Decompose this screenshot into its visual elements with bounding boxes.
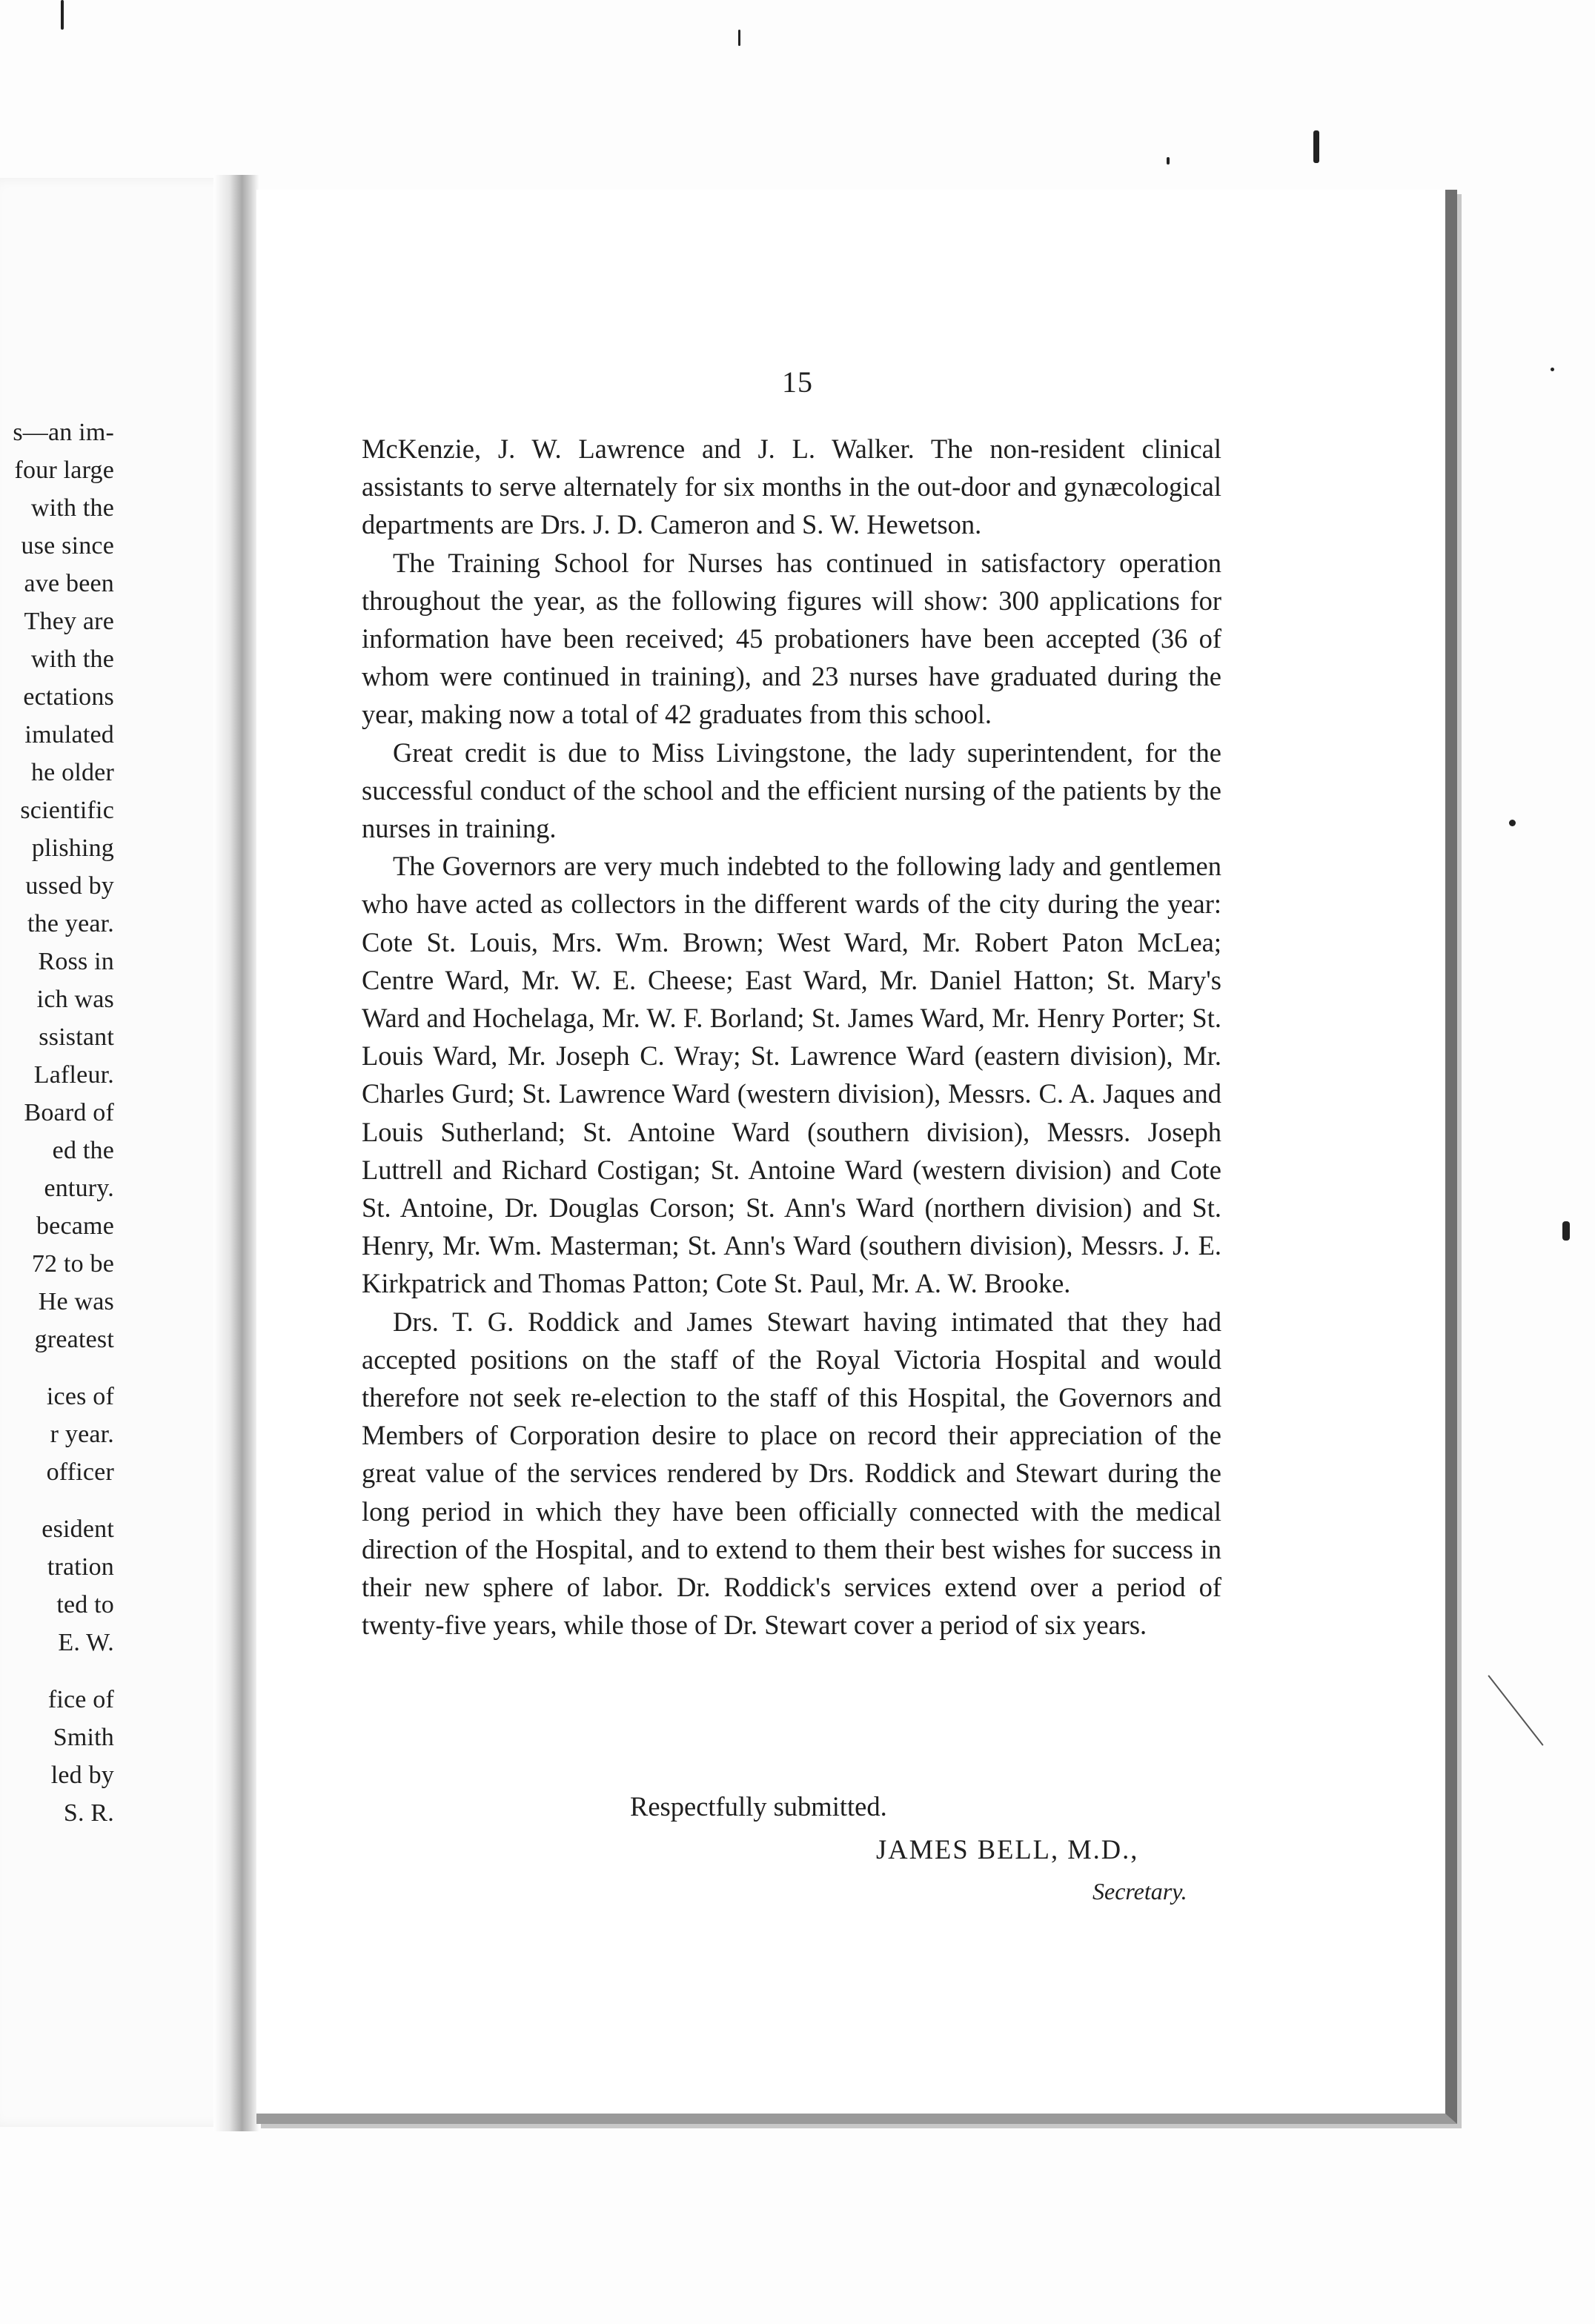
report-body [362, 430, 1221, 1644]
previous-page-line: plishing [31, 834, 114, 862]
previous-page-line: ices of [46, 1383, 114, 1410]
scan-hair [1488, 1675, 1543, 1746]
scan-speck [1167, 157, 1170, 165]
previous-page-line: ectations [23, 683, 114, 711]
previous-page-line: He was [38, 1288, 114, 1315]
scan-speck [61, 0, 64, 30]
previous-page-line: officer [46, 1458, 114, 1486]
scan-speck [1562, 1221, 1570, 1241]
closing-line: Respectfully submitted. [630, 1791, 887, 1822]
page-number: 15 [782, 365, 813, 399]
previous-page-line: the year. [27, 910, 114, 937]
previous-page-line: ussed by [25, 872, 114, 900]
previous-page-line: Smith [53, 1724, 114, 1751]
previous-page-line: ed the [52, 1137, 114, 1164]
paragraph-gap [13, 1491, 114, 1510]
paragraph-training-school: The Training School for Nurses has continued in satisfactory operation throughout the year, as the following figures will show: 300 applications for information have been received; 45 probationers have been accepted (36 of whom were continued in training), and 23 nurses have graduated during the year, making now a total of 42 graduates from this school. [362, 547, 1221, 730]
paragraph-collectors: The Governors are very much indebted to the following lady and gentlemen who have acted as collectors in the different wards of the city during the year: Cote St. Louis, Mrs. Wm. Brown; West Ward, Mr. Robert Paton McLea; Centre Ward, Mr. W. E. Cheese; East Ward, Mr. Daniel Hatton; St. Mary's Ward and Hochelaga, Mr. W. F. Borland; St. James Ward, Mr. Henry Porter; St. Louis Ward, Mr. Joseph C. Wray; St. Lawrence Ward (eastern division), Mr. Charles Gurd; St. Lawrence Ward (western division), Messrs. C. A. Jaques and Louis Sutherland; St. Antoine Ward (southern division), Messrs. Joseph Luttrell and Richard Costigan; St. Antoine Ward (western division) and Cote St. Antoine, Dr. Douglas Corson; St. Ann's Ward (northern division) and St. Henry, Mr. Wm. Masterman; St. Ann's Ward (southern division), Messrs. J. E. Kirkpatrick and Thomas Patton; Cote St. Paul, Mr. A. W. Brooke. [362, 851, 1221, 1299]
signature-name: JAMES BELL, M.D., [876, 1834, 1139, 1865]
previous-page-line: ave been [24, 570, 114, 597]
previous-page-line: tration [47, 1553, 114, 1581]
previous-page-line: r year. [50, 1421, 114, 1448]
scan-speck [1313, 130, 1319, 163]
previous-page-line: Lafleur. [33, 1061, 114, 1089]
previous-page-line: entury. [44, 1175, 114, 1202]
previous-page-line: E. W. [58, 1629, 114, 1656]
previous-page-line: They are [24, 608, 114, 635]
previous-page-line: with the [30, 494, 114, 522]
previous-page-line: became [36, 1212, 114, 1240]
previous-page-line: with the [30, 645, 114, 673]
signature-title: Secretary. [1092, 1878, 1187, 1905]
previous-page-text [13, 414, 114, 1832]
previous-page-line: led by [50, 1762, 114, 1789]
previous-page-line: ich was [36, 986, 114, 1013]
scan-speck [1509, 820, 1516, 826]
scan-speck [738, 30, 740, 46]
paragraph-gap [13, 1358, 114, 1378]
previous-page-line: ted to [56, 1591, 114, 1618]
previous-page-fragment [0, 178, 245, 2127]
book-gutter [213, 175, 259, 2131]
paragraph-staff: McKenzie, J. W. Lawrence and J. L. Walker. The non-resident clinical assistants to serve alternately for six months in the out-door and gynæcological departments are Drs. J. D. Cameron and S. W. Hewetson. [362, 434, 1221, 540]
previous-page-line: Board of [24, 1099, 114, 1126]
paragraph-resignations: Drs. T. G. Roddick and James Stewart having intimated that they had accepted positions on the staff of the Royal Victoria Hospital and would therefore not seek re-election to the staff of this Hospital, the Governors and Members of Corporation desire to place on record their appreciation of the great value of the services rendered by Drs. Roddick and Stewart during the long period in which they have been officially connected with the medical direction of the Hospital, and to extend to them their best wishes for success in their new sphere of labor. Dr. Roddick's services extend over a period of twenty-five years, while those of Dr. Stewart cover a period of six years. [362, 1306, 1221, 1641]
scan-speck [1551, 368, 1554, 371]
previous-page-line: use since [21, 532, 114, 560]
previous-page-line: ssistant [39, 1023, 114, 1051]
previous-page-line: S. R. [63, 1799, 114, 1827]
previous-page-line: s—an im- [13, 419, 114, 446]
paragraph-superintendent: Great credit is due to Miss Livingstone, the lady superintendent, for the successful conduct of the school and the efficient nursing of the patients by the nurses in training. [362, 737, 1221, 844]
previous-page-line: four large [14, 456, 114, 484]
previous-page-line: esident [42, 1515, 114, 1543]
paragraph-gap [13, 1661, 114, 1681]
previous-page-line: he older [30, 759, 114, 786]
previous-page-line: 72 to be [31, 1250, 114, 1278]
previous-page-line: scientific [20, 797, 114, 824]
previous-page-line: Ross in [38, 948, 114, 975]
previous-page-line: greatest [34, 1326, 114, 1353]
previous-page-line: imulated [24, 721, 114, 748]
previous-page-line: fice of [47, 1686, 114, 1713]
